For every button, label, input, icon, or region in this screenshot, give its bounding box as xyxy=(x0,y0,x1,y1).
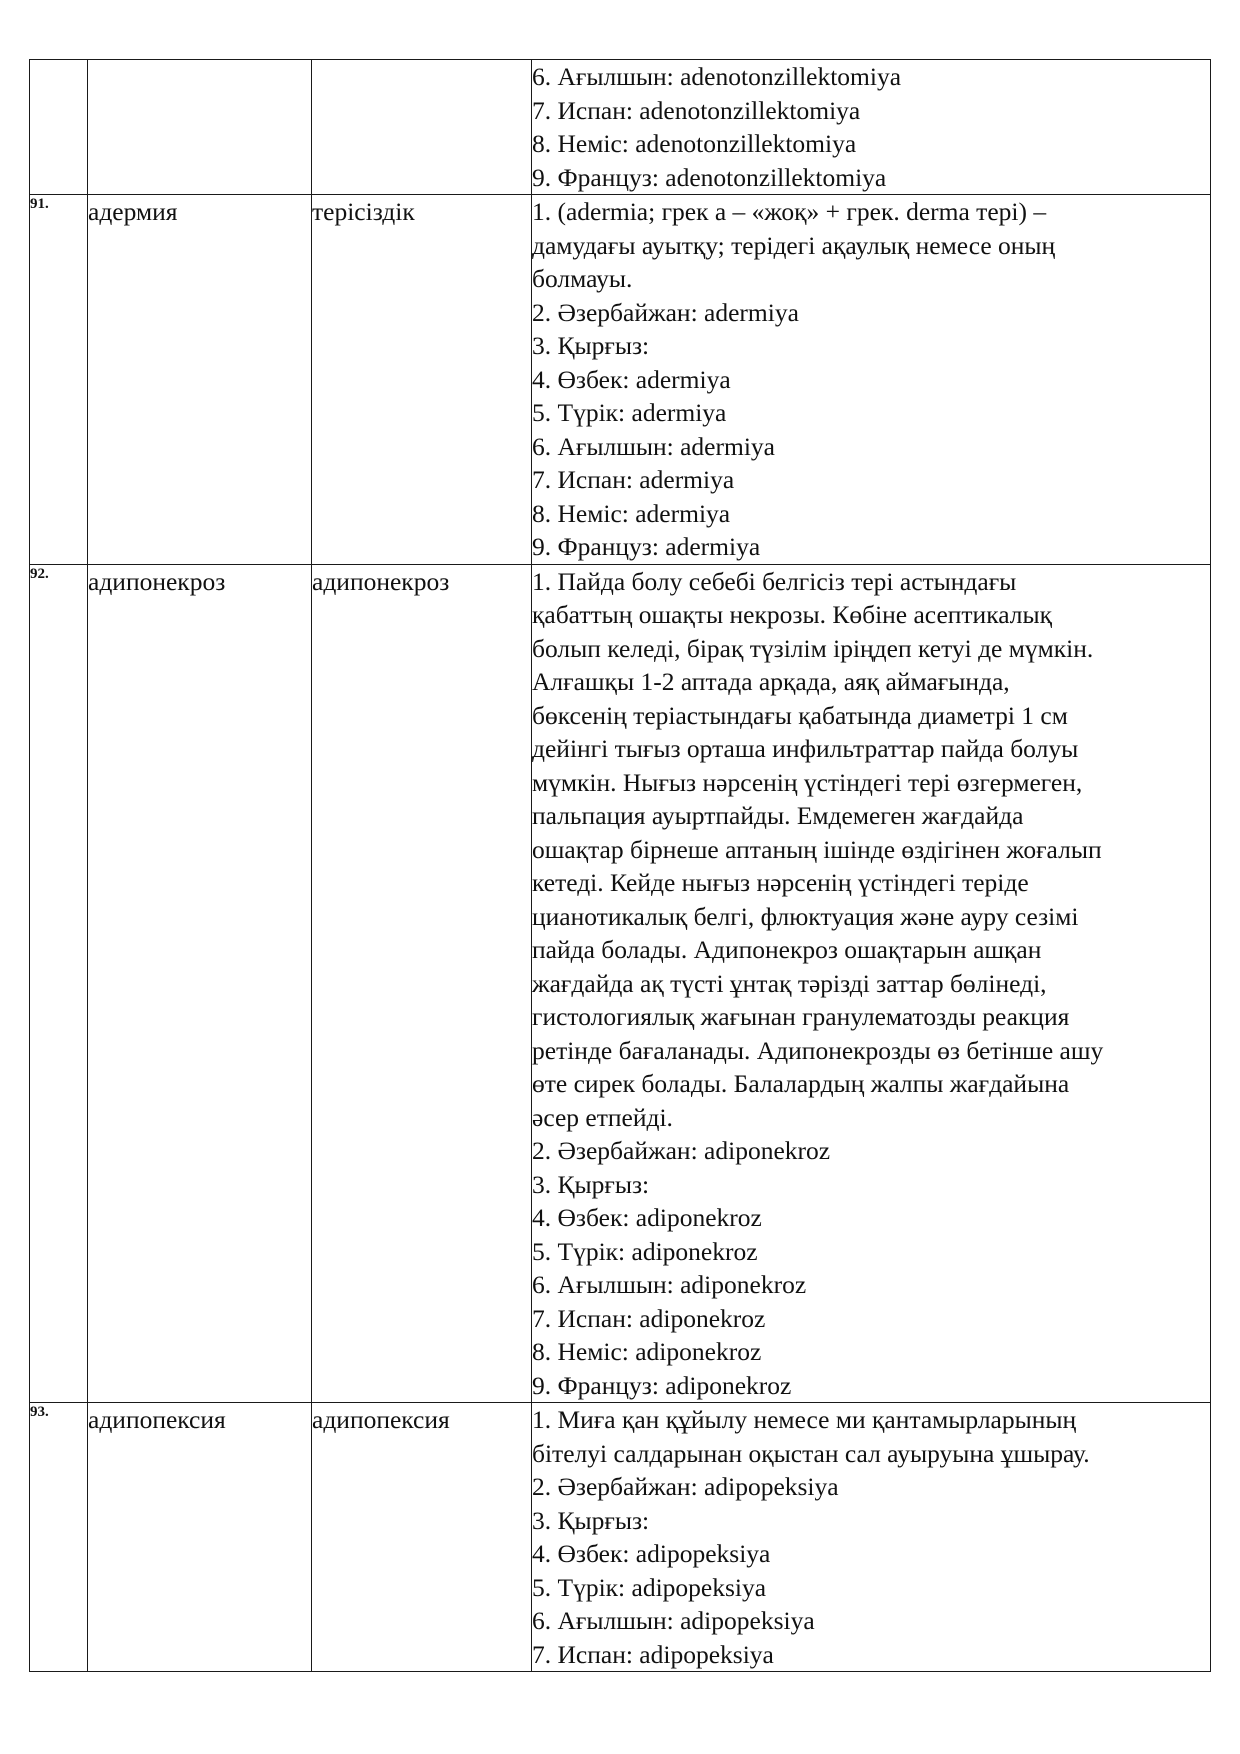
table-row xyxy=(30,1403,1211,1672)
translation-line: 6. Ағылшын: adenotonzillektomiya xyxy=(532,62,902,91)
entry-kazakh-term: адипонекроз xyxy=(312,564,532,1403)
definition-line: цианотикалық белгі, флюктуация және ауру сезімі xyxy=(532,901,1079,931)
translation-line: 7. Испан: adiponekroz xyxy=(532,1303,766,1333)
entry-term: адипопексия xyxy=(88,1403,312,1672)
translation-line: 3. Қырғыз: xyxy=(532,1169,650,1199)
definition-line: пайда болады. Адипонекроз ошақтарын ашқан xyxy=(532,935,1042,964)
definition-line: кетеді. Кейде нығыз нәрсенің үстіндегі теріде xyxy=(532,868,1029,897)
translation-line: 7. Испан: adipopeksiya xyxy=(532,1639,774,1669)
definition-line: бөксенің теріастындағы қабатында диаметрі 1 см xyxy=(532,700,1068,730)
entry-description xyxy=(532,195,1211,565)
entry-kazakh-term: адипопексия xyxy=(312,1403,532,1672)
entry-term xyxy=(88,60,312,195)
translation-line: 2. Әзербайжан: adipopeksiya xyxy=(532,1472,839,1501)
definition-line: пальпация ауыртпайды. Емдемеген жағдайда xyxy=(532,801,1024,830)
translation-line: 3. Қырғыз: xyxy=(532,1505,650,1535)
translation-line: 5. Түрік: adipopeksiya xyxy=(532,1572,767,1602)
definition-line: 1. Миға қан құйылу немесе ми қантамырларының xyxy=(532,1405,1077,1434)
definition-line: мүмкін. Нығыз нәрсенің үстіндегі тері өзгермеген, xyxy=(532,767,1083,797)
translation-line: 9. Француз: adiponekroz xyxy=(532,1370,792,1400)
definition-line: қабаттың ошақты некрозы. Көбіне асептикалық xyxy=(532,600,1052,629)
translation-line: 7. Испан: adermiya xyxy=(532,465,735,494)
definition-line: дамудағы ауытқу; терідегі ақаулық немесе оның xyxy=(532,230,1056,260)
terms-table-body xyxy=(30,60,1211,1672)
entry-kazakh-term xyxy=(312,60,532,195)
translation-line: 2. Әзербайжан: adermiya xyxy=(532,297,799,327)
translation-line: 4. Өзбек: adipopeksiya xyxy=(532,1539,771,1568)
definition-line: Алғашқы 1-2 аптада арқада, аяқ аймағында, xyxy=(532,667,1010,696)
translation-line: 9. Француз: adenotonzillektomiya xyxy=(532,162,887,192)
definition-line: әсер етпейді. xyxy=(532,1102,673,1132)
table-row xyxy=(30,60,1211,195)
translation-line: 2. Әзербайжан: adiponekroz xyxy=(532,1136,831,1165)
entry-number: 91. xyxy=(30,195,88,565)
entry-term: адермия xyxy=(88,195,312,565)
definition-line: ретінде бағаланады. Адипонекрозды өз бетінше ашу xyxy=(532,1035,1104,1065)
definition-line: дейінгі тығыз орташа инфильтраттар пайда болуы xyxy=(532,734,1079,763)
translation-line: 8. Неміс: adiponekroz xyxy=(532,1337,762,1366)
translation-line: 6. Ағылшын: adipopeksiya xyxy=(532,1606,815,1635)
definition-line: жағдайда ақ түсті ұнтақ тәрізді заттар бөлінеді, xyxy=(532,968,1047,998)
translation-line: 6. Ағылшын: adermiya xyxy=(532,431,775,461)
terms-table xyxy=(29,59,1211,1672)
translation-line: 5. Түрік: adermiya xyxy=(532,398,727,427)
table-row xyxy=(30,195,1211,565)
definition-line: 1. (adermia; грек а – «жоқ» + грек. derma тері) – xyxy=(532,197,1047,226)
entry-term: адипонекроз xyxy=(88,564,312,1403)
entry-description xyxy=(532,60,1211,195)
entry-description xyxy=(532,564,1211,1403)
definition-line: өте сирек болады. Балалардың жалпы жағдайына xyxy=(532,1069,1070,1098)
definition-line: бітелуі салдарынан оқыстан сал ауыруына ұшырау. xyxy=(532,1438,1090,1468)
translation-line: 4. Өзбек: adiponekroz xyxy=(532,1203,762,1232)
translation-line: 8. Неміс: adermiya xyxy=(532,498,731,528)
entry-number xyxy=(30,60,88,195)
entry-number: 92. xyxy=(30,564,88,1403)
translation-line: 7. Испан: adenotonzillektomiya xyxy=(532,95,861,125)
translation-line: 9. Француз: adermiya xyxy=(532,532,761,561)
definition-line: болмауы. xyxy=(532,264,633,293)
translation-line: 4. Өзбек: adermiya xyxy=(532,364,731,394)
entry-number: 93. xyxy=(30,1403,88,1672)
definition-line: болып келеді, бірақ түзілім іріңдеп кетуі де мүмкін. xyxy=(532,633,1094,663)
table-row xyxy=(30,564,1211,1403)
translation-line: 6. Ағылшын: adiponekroz xyxy=(532,1270,807,1299)
translation-line: 3. Қырғыз: xyxy=(532,331,650,360)
translation-line: 5. Түрік: adiponekroz xyxy=(532,1236,758,1266)
entry-description xyxy=(532,1403,1211,1672)
entry-kazakh-term: терісіздік xyxy=(312,195,532,565)
definition-line: 1. Пайда болу себебі белгісіз тері астындағы xyxy=(532,566,1017,596)
definition-line: гистологиялық жағынан гранулематозды реакция xyxy=(532,1002,1070,1031)
definition-line: ошақтар бірнеше аптаның ішінде өздігінен жоғалып xyxy=(532,834,1102,864)
translation-line: 8. Неміс: adenotonzillektomiya xyxy=(532,129,857,158)
